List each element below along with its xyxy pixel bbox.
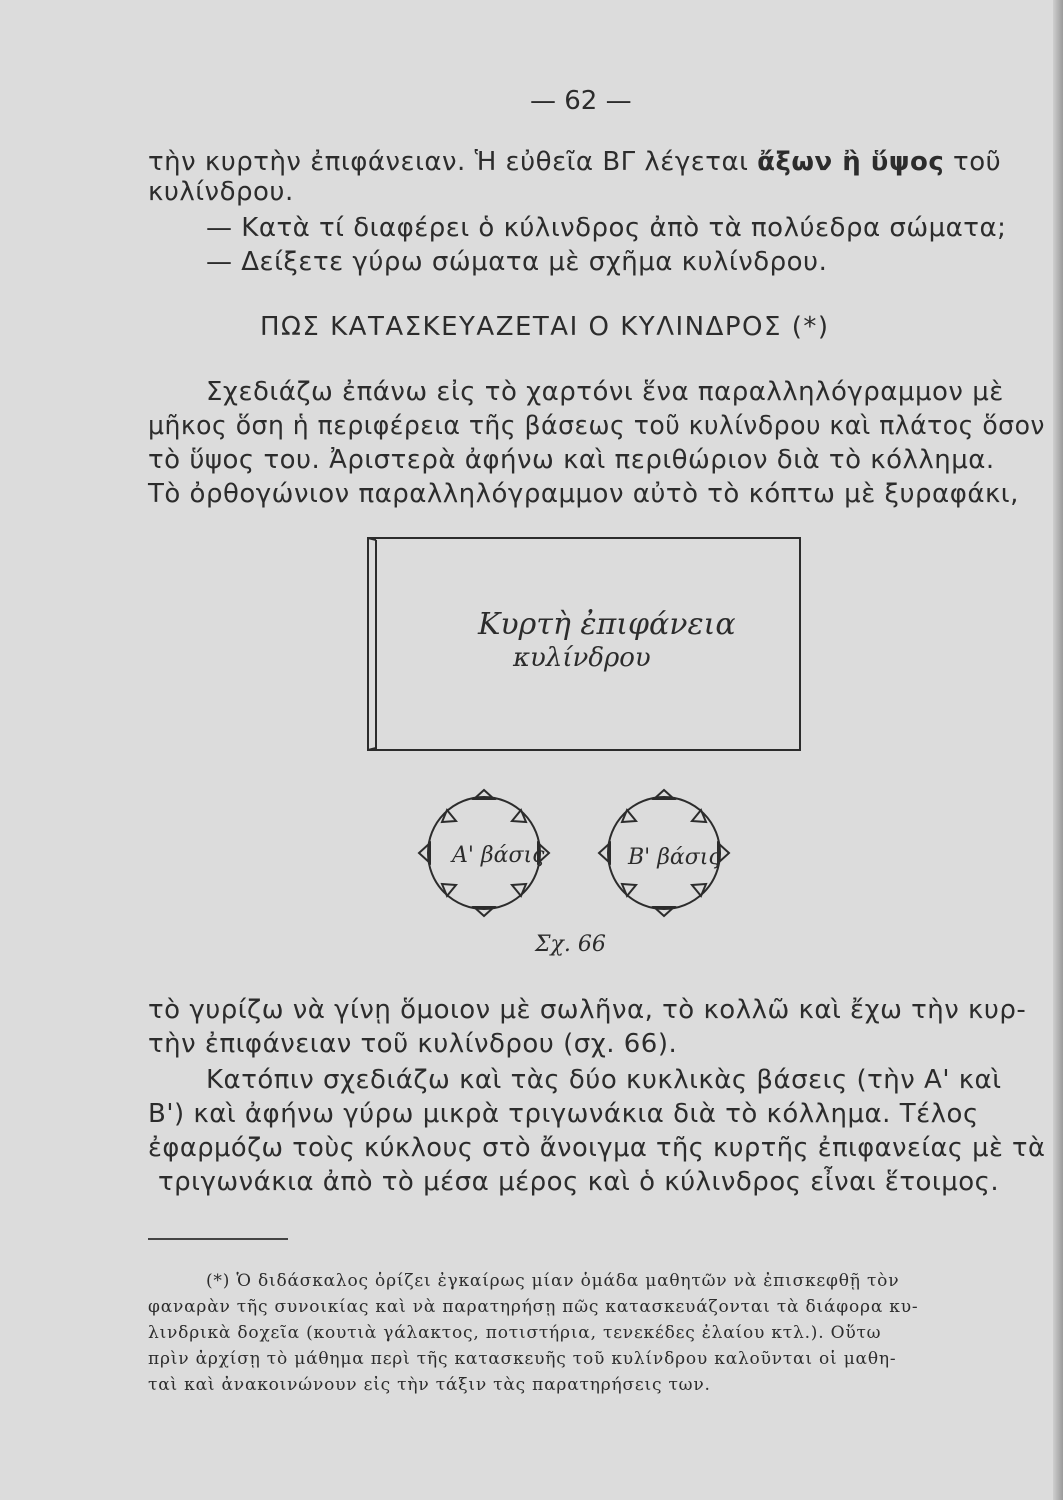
- page-number: — 62 —: [530, 86, 632, 116]
- footnote-line-4: πρὶν ἀρχίσῃ τὸ μάθημα περὶ τῆς κατασκευῆς τοῦ κυλίνδρου καλοῦνται οἱ μαθη-: [148, 1349, 897, 1369]
- para2-line-6: τριγωνάκια ἀπὸ τὸ μέσα μέρος καὶ ὁ κύλινδρος εἶναι ἕτοιμος.: [158, 1167, 1000, 1197]
- question-2: — Δείξετε γύρω σώματα μὲ σχῆμα κυλίνδρου.: [206, 247, 828, 277]
- para1-line-3: τὸ ὕψος του. Ἀριστερὰ ἀφήνω καὶ περιθώριον διὰ τὸ κόλλημα.: [148, 445, 995, 475]
- footnote-line-3: λινδρικὰ δοχεῖα (κουτιὰ γάλακτος, ποτιστήρια, τενεκέδες ἐλαίου κτλ.). Οὕτω: [148, 1323, 882, 1343]
- footnote-rule: [148, 1238, 288, 1240]
- para1-line-4: Τὸ ὀρθογώνιον παραλληλόγραμμον αὐτὸ τὸ κόπτω μὲ ξυραφάκι,: [148, 479, 1019, 509]
- figure-caption: Σχ. 66: [535, 932, 606, 957]
- para2-line-2: τὴν ἐπιφάνειαν τοῦ κυλίνδρου (σχ. 66).: [148, 1029, 678, 1059]
- para2-line-1: τὸ γυρίζω νὰ γίνῃ ὅμοιον μὲ σωλῆνα, τὸ κολλῶ καὶ ἔχω τὴν κυρ-: [148, 995, 1027, 1025]
- rect-label-line-2: κυλίνδρου: [513, 643, 651, 673]
- base-a-label: Α' βάσις: [452, 843, 545, 868]
- para2-line-4: Β') καὶ ἀφήνω γύρω μικρὰ τριγωνάκια διὰ τὸ κόλλημα. Τέλος: [148, 1099, 979, 1129]
- intro-line-2: κυλίνδρου.: [148, 177, 294, 207]
- footnote-line-1: (*) Ὁ διδάσκαλος ὁρίζει ἐγκαίρως μίαν ὁμάδα μαθητῶν νὰ ἐπισκεφθῇ τὸν: [206, 1271, 900, 1291]
- footnote-line-2: φαναρὰν τῆς συνοικίας καὶ νὰ παρατηρήσῃ πῶς κατασκευάζονται τὰ διάφορα κυ-: [148, 1297, 919, 1317]
- para1-line-2: μῆκος ὅση ἡ περιφέρεια τῆς βάσεως τοῦ κυλίνδρου καὶ πλάτος ὅσον: [148, 411, 1045, 441]
- intro-line-1-text: τὴν κυρτὴν ἐπιφάνειαν. Ἡ εὐθεῖα ΒΓ λέγεται: [148, 147, 749, 177]
- intro-line-1-bold: ἄξων ἢ ὕψος: [757, 147, 945, 177]
- base-b-label: Β' βάσις: [628, 845, 721, 870]
- question-1: — Κατὰ τί διαφέρει ὁ κύλινδρος ἀπὸ τὰ πολύεδρα σώματα;: [206, 213, 1007, 243]
- rect-label-line-1: Κυρτὴ ἐπιφάνεια: [478, 607, 736, 642]
- para1-line-1: Σχεδιάζω ἐπάνω εἰς τὸ χαρτόνι ἕνα παραλληλόγραμμον μὲ: [206, 377, 1004, 407]
- section-heading: ΠΩΣ ΚΑΤΑΣΚΕΥΑΖΕΤΑΙ Ο ΚΥΛΙΝΔΡΟΣ (*): [260, 312, 830, 342]
- para2-line-3: Κατόπιν σχεδιάζω καὶ τὰς δύο κυκλικὰς βάσεις (τὴν Α' καὶ: [206, 1065, 1002, 1095]
- intro-line-1-end: τοῦ: [953, 147, 1002, 177]
- para2-line-5: ἐφαρμόζω τοὺς κύκλους στὸ ἄνοιγμα τῆς κυρτῆς ἐπιφανείας μὲ τὰ: [148, 1133, 1046, 1163]
- footnote-line-5: ταὶ καὶ ἀνακοινώνουν εἰς τὴν τάξιν τὰς παρατηρήσεις των.: [148, 1375, 711, 1395]
